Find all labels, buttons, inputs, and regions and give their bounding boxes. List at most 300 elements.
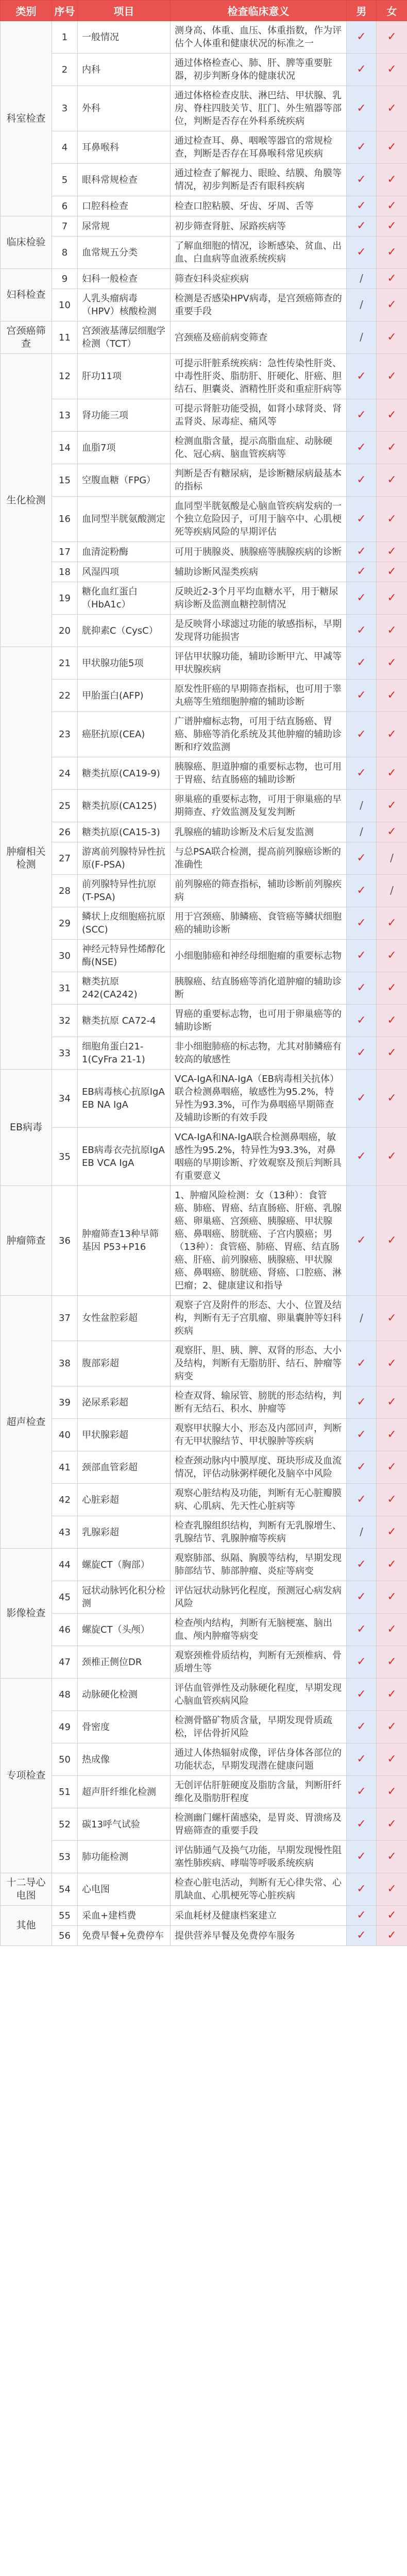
row-number: 24 [52,757,78,790]
row-number: 13 [52,399,78,432]
table-row [1,615,407,647]
female-applicable-cell [377,497,407,542]
checkmark-icon: ✓ [387,917,397,929]
checkmark-icon: ✓ [357,1461,366,1473]
checkmark-icon: ✓ [387,1753,397,1766]
male-applicable-cell [347,1516,377,1549]
table-row [1,1128,407,1186]
item-description: 胰腺癌、结直肠癌等消化道肿瘤的辅助诊断 [171,972,347,1005]
item-name: 鳞状上皮细胞癌抗原(SCC) [78,907,171,940]
male-applicable-cell [347,131,377,164]
female-applicable-cell [377,236,407,269]
item-description: 反映近2-3个月平均血糖水平，用于糖尿病诊断及监测血糖控制情况 [171,582,347,615]
item-name: 神经元特异性烯醇化酶(NSE) [78,940,171,972]
item-description: 乳腺癌的辅助诊断及术后复发监测 [171,822,347,842]
table-row [1,1743,407,1776]
item-description: 观察甲状腺大小、形态及内部回声，判断有无甲状腺结节、甲状腺肿等疾病 [171,1419,347,1451]
item-description: 通过检查耳、鼻、咽喉等器官的常规检查，判断是否存在耳鼻喉科常见疾病 [171,131,347,164]
checkmark-icon: ✓ [357,1909,366,1922]
item-description: 提供营养早餐及免费停车服务 [171,1926,347,1946]
row-number: 51 [52,1776,78,1808]
checkmark-icon: ✓ [387,1396,397,1409]
table-row [1,1808,407,1841]
female-applicable-cell [377,712,407,757]
male-applicable-cell [347,1296,377,1341]
female-applicable-cell [377,757,407,790]
checkmark-icon: ✓ [357,1850,366,1863]
item-name: 颈部血管彩超 [78,1451,171,1484]
male-applicable-cell [347,86,377,131]
male-applicable-cell [347,1841,377,1873]
female-applicable-cell [377,875,407,907]
checkmark-icon: ✓ [387,591,397,604]
female-applicable-cell [377,354,407,399]
category-cell: EB病毒 [1,1070,52,1186]
item-description: 胰腺癌、胆道肿瘤的重要标志物，也可用于胃癌、结直肠癌的辅助诊断 [171,757,347,790]
male-applicable-cell [347,615,377,647]
male-applicable-cell [347,712,377,757]
item-description: 判断是否有糖尿病，是诊断糖尿病最基本的指标 [171,464,347,497]
table-row [1,21,407,54]
table-row [1,842,407,875]
male-applicable-cell [347,647,377,680]
item-name: 血同型半胱氨酸测定 [78,497,171,542]
checkmark-icon: ✓ [357,1092,366,1105]
female-applicable-cell [377,842,407,875]
male-applicable-cell [347,1926,377,1946]
female-applicable-cell [377,54,407,86]
table-row [1,269,407,289]
row-number: 41 [52,1451,78,1484]
table-row [1,1037,407,1070]
table-row [1,562,407,582]
checkmark-icon: ✓ [357,917,366,929]
checkmark-icon: ✓ [357,1428,366,1441]
row-number: 45 [52,1581,78,1614]
item-name: 耳鼻喉科 [78,131,171,164]
checkmark-icon: ✓ [357,1558,366,1571]
item-description: 1、肿瘤风险检测：女（13种）：食管癌、肺癌、胃癌、结直肠癌、肝癌、乳腺癌、卵巢癌、宫颈癌、胰腺癌、甲状腺癌、鼻咽癌、膀胱癌、子宫内膜癌；男（13种）：食管癌、肺癌、胃癌、结直肠癌、肝癌、前列腺癌、胰腺癌、甲状腺癌、鼻咽癌、膀胱癌、肾癌、口腔癌、淋巴瘤；2、健康建议和指导 [171,1186,347,1296]
male-applicable-cell [347,1005,377,1037]
row-number: 21 [52,647,78,680]
row-number: 26 [52,822,78,842]
checkmark-icon: ✓ [387,1720,397,1733]
row-number: 33 [52,1037,78,1070]
row-number: 42 [52,1484,78,1516]
table-row [1,236,407,269]
not-applicable-mark: / [360,1526,363,1538]
item-name: 糖类抗原 242(CA242) [78,972,171,1005]
female-applicable-cell [377,680,407,712]
row-number: 55 [52,1906,78,1926]
male-applicable-cell [347,1808,377,1841]
female-applicable-cell [377,1679,407,1711]
header-male: 男 [347,1,377,21]
checkmark-icon: ✓ [387,1623,397,1636]
male-applicable-cell [347,1873,377,1906]
item-description: 无创评估肝脏硬度及脂肪含量，判断肝纤维化及脂肪肝程度 [171,1776,347,1808]
row-number: 29 [52,907,78,940]
row-number: 36 [52,1186,78,1296]
table-row [1,790,407,822]
checkmark-icon: ✓ [387,409,397,421]
table-row [1,712,407,757]
female-applicable-cell [377,972,407,1005]
checkmark-icon: ✓ [357,1883,366,1895]
not-applicable-mark: / [360,1311,363,1324]
checkmark-icon: ✓ [357,689,366,702]
checkmark-icon: ✓ [357,1014,366,1027]
male-applicable-cell [347,1451,377,1484]
checkmark-icon: ✓ [387,767,397,779]
item-description: 胃癌的重要标志物，也可用于卵巢癌等的辅助诊断 [171,1005,347,1037]
item-description: 通过体格检查皮肤、淋巴结、甲状腺、乳房、脊柱四肢关节、肛门、外生殖器等部位，判断是否存在外科系统疾病 [171,86,347,131]
row-number: 30 [52,940,78,972]
table-row [1,164,407,196]
male-applicable-cell [347,164,377,196]
item-name: 癌胚抗原(CEA) [78,712,171,757]
female-applicable-cell [377,1186,407,1296]
row-number: 8 [52,236,78,269]
row-number: 34 [52,1070,78,1128]
checkmark-icon: ✓ [387,173,397,186]
checkmark-icon: ✓ [387,1428,397,1441]
male-applicable-cell [347,321,377,354]
male-applicable-cell [347,757,377,790]
row-number: 9 [52,269,78,289]
table-row [1,1484,407,1516]
item-name: EB病毒核心抗原IgA EB NA IgA [78,1070,171,1128]
table-row [1,940,407,972]
checkmark-icon: ✓ [387,512,397,526]
row-number: 4 [52,131,78,164]
row-number: 1 [52,21,78,54]
checkmark-icon: ✓ [357,1720,366,1733]
item-description: 评估肺通气及换气功能，早期发现慢性阻塞性肺疾病、哮喘等呼吸系统疾病 [171,1841,347,1873]
table-row [1,432,407,464]
row-number: 35 [52,1128,78,1186]
checkmark-icon: ✓ [387,141,397,154]
checkmark-icon: ✓ [387,441,397,454]
item-name: 甲状腺功能5项 [78,647,171,680]
item-name: 口腔科检查 [78,196,171,216]
table-row [1,1005,407,1037]
female-applicable-cell [377,1070,407,1128]
female-applicable-cell [377,790,407,822]
checkmark-icon: ✓ [387,1590,397,1603]
table-row [1,54,407,86]
item-description: 前列腺癌的筛查指标，辅助诊断前列腺疾病 [171,875,347,907]
male-applicable-cell [347,289,377,321]
checkmark-icon: ✓ [387,656,397,669]
item-name: 泌尿系彩超 [78,1386,171,1419]
row-number: 44 [52,1549,78,1581]
item-name: 糖类抗原(CA15-3) [78,822,171,842]
not-applicable-mark: / [360,272,363,284]
checkmark-icon: ✓ [387,727,397,741]
item-description: 检测幽门螺杆菌感染，是胃炎、胃溃疡及胃癌筛查的重要手段 [171,1808,347,1841]
item-description: 通过体格检查心、肺、肝、脾等重要脏器，初步判断身体的健康状况 [171,54,347,86]
male-applicable-cell [347,842,377,875]
male-applicable-cell [347,216,377,236]
table-row [1,1549,407,1581]
checkmark-icon: ✓ [387,219,397,232]
female-applicable-cell [377,1484,407,1516]
row-number: 22 [52,680,78,712]
category-cell: 临床检验 [1,216,52,269]
row-number: 49 [52,1711,78,1743]
item-description: 观察心脏结构及功能，判断有无心脏瓣膜病、心肌病、先天性心脏病等 [171,1484,347,1516]
male-applicable-cell [347,1549,377,1581]
item-description: 测身高、体重、血压、体重指数，作为评估个人体重和健康状况的标准之一 [171,21,347,54]
female-applicable-cell [377,562,407,582]
row-number: 40 [52,1419,78,1451]
category-cell: 妇科检查 [1,269,52,321]
item-description: VCA-IgA和NA-IgA（EB病毒相关抗体）联合检测鼻咽癌，敏感性为95.2%，特异性为93.3%，可作为鼻咽癌早期筛查及辅助诊断的有效手段 [171,1070,347,1128]
checkmark-icon: ✓ [357,727,366,741]
category-cell: 肿瘤相关检测 [1,647,52,1070]
item-description: 宫颈癌及癌前病变筛查 [171,321,347,354]
item-description: 小细胞肺癌和神经母细胞瘤的重要标志物 [171,940,347,972]
female-applicable-cell [377,1581,407,1614]
row-number: 38 [52,1341,78,1386]
row-number: 54 [52,1873,78,1906]
item-description: VCA-IgA和NA-IgA联合检测鼻咽癌，敏感性为95.2%，特异性为93.3%，对鼻咽癌的早期诊断、疗效观察及预后判断具有重要意义 [171,1128,347,1186]
checkmark-icon: ✓ [387,1234,397,1247]
table-row [1,354,407,399]
item-name: 骨密度 [78,1711,171,1743]
checkmark-icon: ✓ [357,101,366,115]
checkmark-icon: ✓ [357,565,366,578]
checkmark-icon: ✓ [357,624,366,637]
checkmark-icon: ✓ [357,369,366,383]
item-name: 前列腺特异性抗原(T-PSA) [78,875,171,907]
checkmark-icon: ✓ [357,1818,366,1831]
item-description: 观察子宫及附件的形态、大小、位置及结构，判断有无子宫肌瘤、卵巢囊肿等妇科疾病 [171,1296,347,1341]
row-number: 16 [52,497,78,542]
female-applicable-cell [377,1776,407,1808]
item-name: 螺旋CT（头颅） [78,1614,171,1646]
row-number: 15 [52,464,78,497]
female-applicable-cell [377,1808,407,1841]
item-description: 检测是否感染HPV病毒，是宫颈癌筛查的重要手段 [171,289,347,321]
row-number: 12 [52,354,78,399]
item-name: 内科 [78,54,171,86]
checkmark-icon: ✓ [387,545,397,558]
male-applicable-cell [347,875,377,907]
checkmark-icon: ✓ [387,1311,397,1325]
checkmark-icon: ✓ [357,1493,366,1506]
table-row [1,1679,407,1711]
item-name: 糖类抗原(CA19-9) [78,757,171,790]
item-name: 人乳头瘤病毒（HPV）核酸检测 [78,289,171,321]
row-number: 5 [52,164,78,196]
checkmark-icon: ✓ [387,1818,397,1831]
checkmark-icon: ✓ [387,981,397,994]
item-description: 卵巢癌的重要标志物，可用于卵巢癌的早期筛查、疗效监测及复发判断 [171,790,347,822]
item-name: 糖类抗原 CA72-4 [78,1005,171,1037]
row-number: 2 [52,54,78,86]
female-applicable-cell [377,131,407,164]
table-row [1,497,407,542]
item-description: 了解血细胞的情况，诊断感染、贫血、出血、白血病等血液系统疾病 [171,236,347,269]
category-cell: 超声检查 [1,1296,52,1549]
item-description: 检查颅内结构，判断有无脑梗塞、脑出血、颅内肿瘤等病变 [171,1614,347,1646]
item-name: 采血+建档费 [78,1906,171,1926]
checkmark-icon: ✓ [357,219,366,232]
item-name: 糖化血红蛋白（HbA1c） [78,582,171,615]
male-applicable-cell [347,1419,377,1451]
male-applicable-cell [347,497,377,542]
not-applicable-mark: / [360,799,363,811]
row-number: 48 [52,1679,78,1711]
checkmark-icon: ✓ [357,1688,366,1701]
item-name: 甲状腺彩超 [78,1419,171,1451]
checkmark-icon: ✓ [357,512,366,526]
checkmark-icon: ✓ [357,441,366,454]
male-applicable-cell [347,399,377,432]
category-cell: 宫颈癌筛查 [1,321,52,354]
male-applicable-cell [347,1386,377,1419]
item-name: 心脏彩超 [78,1484,171,1516]
female-applicable-cell [377,1549,407,1581]
item-name: 免费早餐+免费停车 [78,1926,171,1946]
item-name: 冠状动脉钙化积分检测 [78,1581,171,1614]
table-row [1,1186,407,1296]
item-description: 观察肝、胆、胰、脾、双肾的形态、大小及结构，判断有无脂肪肝、结石、肿瘤等病变 [171,1341,347,1386]
male-applicable-cell [347,1341,377,1386]
not-applicable-mark: / [390,884,394,896]
row-number: 18 [52,562,78,582]
item-name: 颈椎正侧位DR [78,1646,171,1679]
table-row [1,1841,407,1873]
header-female: 女 [377,1,407,21]
checkmark-icon: ✓ [387,949,397,962]
table-row [1,1906,407,1926]
table-row [1,1341,407,1386]
category-cell: 十二导心电图 [1,1873,52,1906]
item-description: 评估血管弹性及动脉硬化程度，早期发现心脑血管疾病风险 [171,1679,347,1711]
not-applicable-mark: / [360,331,363,343]
table-row [1,1296,407,1341]
checkmark-icon: ✓ [387,1688,397,1701]
table-row [1,1451,407,1484]
male-applicable-cell [347,940,377,972]
row-number: 47 [52,1646,78,1679]
item-description: 非小细胞肺癌的标志物，尤其对肺鳞癌有较高的敏感性 [171,1037,347,1070]
table-row [1,131,407,164]
item-description: 可提示肝脏系统疾病：急性传染性肝炎、中毒性肝炎、脂肪肝、肝硬化、肝癌、胆结石、胆囊炎、酒精性肝炎和重症肝病等 [171,354,347,399]
item-name: 肝功11项 [78,354,171,399]
checkmark-icon: ✓ [387,1850,397,1863]
item-description: 是反映肾小球滤过功能的敏感指标，早期发现肾功能损害 [171,615,347,647]
checkmark-icon: ✓ [357,1046,366,1059]
row-number: 37 [52,1296,78,1341]
item-name: EB病毒衣壳抗原IgA EB VCA IgA [78,1128,171,1186]
row-number: 25 [52,790,78,822]
table-row [1,822,407,842]
female-applicable-cell [377,1614,407,1646]
female-applicable-cell [377,196,407,216]
checkmark-icon: ✓ [387,30,397,43]
female-applicable-cell [377,1743,407,1776]
female-applicable-cell [377,1841,407,1873]
checkmark-icon: ✓ [387,1883,397,1895]
checkmark-icon: ✓ [387,624,397,637]
checkmark-icon: ✓ [357,1785,366,1798]
item-description: 辅助诊断风湿类疾病 [171,562,347,582]
female-applicable-cell [377,216,407,236]
row-number: 27 [52,842,78,875]
checkmark-icon: ✓ [357,1396,366,1409]
row-number: 3 [52,86,78,131]
checkmark-icon: ✓ [387,689,397,702]
not-applicable-mark: / [360,298,363,311]
table-row [1,321,407,354]
checkmark-icon: ✓ [357,656,366,669]
checkmark-icon: ✓ [387,825,397,838]
male-applicable-cell [347,582,377,615]
category-cell: 其他 [1,1906,52,1946]
male-applicable-cell [347,432,377,464]
male-applicable-cell [347,464,377,497]
checkmark-icon: ✓ [357,852,366,865]
row-number: 28 [52,875,78,907]
checkmark-icon: ✓ [357,545,366,558]
female-applicable-cell [377,464,407,497]
female-applicable-cell [377,1005,407,1037]
checkmark-icon: ✓ [387,199,397,212]
item-description: 通过检查了解视力、眼睑、结膜、角膜等情况，初步判断是否有眼科疾病 [171,164,347,196]
row-number: 50 [52,1743,78,1776]
item-description: 用于宫颈癌、肺鳞癌、食管癌等鳞状细胞癌的辅助诊断 [171,907,347,940]
checkmark-icon: ✓ [357,1357,366,1370]
category-cell: 专项检查 [1,1679,52,1873]
not-applicable-mark: / [360,825,363,838]
male-applicable-cell [347,54,377,86]
checkmark-icon: ✓ [357,473,366,486]
male-applicable-cell [347,1070,377,1128]
male-applicable-cell [347,1037,377,1070]
checkmark-icon: ✓ [357,591,366,604]
header-description: 检查临床意义 [171,1,347,21]
male-applicable-cell [347,1679,377,1711]
male-applicable-cell [347,1711,377,1743]
item-name: 胱抑素C（CysC） [78,615,171,647]
female-applicable-cell [377,1341,407,1386]
table-row [1,582,407,615]
checkmark-icon: ✓ [357,30,366,43]
female-applicable-cell [377,615,407,647]
item-description: 通过人体热辐射成像，评估身体各部位的功能状态，早期发现潜在健康问题 [171,1743,347,1776]
checkmark-icon: ✓ [387,799,397,812]
category-cell: 科室检查 [1,21,52,216]
row-number: 52 [52,1808,78,1841]
row-number: 11 [52,321,78,354]
table-row [1,86,407,131]
female-applicable-cell [377,647,407,680]
female-applicable-cell [377,1516,407,1549]
checkmark-icon: ✓ [357,199,366,212]
checkmark-icon: ✓ [387,1150,397,1163]
checkmark-icon: ✓ [357,1929,366,1942]
item-name: 腹部彩超 [78,1341,171,1386]
table-row [1,1419,407,1451]
male-applicable-cell [347,1646,377,1679]
male-applicable-cell [347,790,377,822]
checkmark-icon: ✓ [357,1590,366,1603]
checkmark-icon: ✓ [387,1092,397,1105]
